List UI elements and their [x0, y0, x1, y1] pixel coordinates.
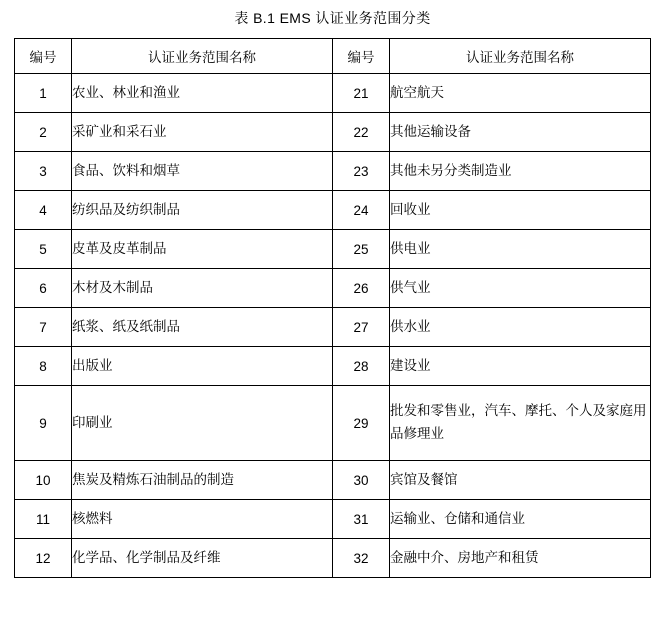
row-right-id: 22 [333, 113, 390, 152]
row-left-id: 6 [15, 269, 72, 308]
row-left-name: 食品、饮料和烟草 [72, 152, 333, 191]
row-right-name: 批发和零售业，汽车、摩托、个人及家庭用品修理业 [390, 386, 651, 461]
row-left-name: 纺织品及纺织制品 [72, 191, 333, 230]
row-left-id: 3 [15, 152, 72, 191]
row-left-id: 12 [15, 539, 72, 578]
row-right-id: 25 [333, 230, 390, 269]
table-row [15, 230, 651, 269]
row-right-id: 28 [333, 347, 390, 386]
row-right-name: 供气业 [390, 269, 651, 308]
row-right-name: 回收业 [390, 191, 651, 230]
row-left-id: 4 [15, 191, 72, 230]
row-right-id: 27 [333, 308, 390, 347]
row-right-name: 金融中介、房地产和租赁 [390, 539, 651, 578]
table-row [15, 152, 651, 191]
header-name-right: 认证业务范围名称 [390, 39, 651, 74]
table-header-row [15, 39, 651, 74]
table-row [15, 269, 651, 308]
row-left-name: 农业、林业和渔业 [72, 74, 333, 113]
row-right-id: 21 [333, 74, 390, 113]
table-caption: 表 B.1 EMS 认证业务范围分类 [234, 10, 431, 26]
table-row [15, 347, 651, 386]
row-left-name: 化学品、化学制品及纤维 [72, 539, 333, 578]
row-right-name: 其他未另分类制造业 [390, 152, 651, 191]
row-left-id: 11 [15, 500, 72, 539]
row-left-id: 1 [15, 74, 72, 113]
row-right-id: 24 [333, 191, 390, 230]
row-right-name: 航空航天 [390, 74, 651, 113]
row-left-name: 纸浆、纸及纸制品 [72, 308, 333, 347]
row-left-id: 9 [15, 386, 72, 461]
table-row [15, 191, 651, 230]
row-left-id: 7 [15, 308, 72, 347]
table-row [15, 500, 651, 539]
row-left-id: 5 [15, 230, 72, 269]
row-right-id: 23 [333, 152, 390, 191]
row-left-name: 出版业 [72, 347, 333, 386]
row-left-name: 木材及木制品 [72, 269, 333, 308]
row-right-id: 26 [333, 269, 390, 308]
table-row [15, 461, 651, 500]
row-left-name: 皮革及皮革制品 [72, 230, 333, 269]
table-row [15, 113, 651, 152]
row-right-name: 供电业 [390, 230, 651, 269]
table-row [15, 308, 651, 347]
row-right-name: 运输业、仓储和通信业 [390, 500, 651, 539]
table-body [15, 39, 651, 578]
classification-table [14, 38, 651, 578]
row-right-id: 30 [333, 461, 390, 500]
row-right-id: 32 [333, 539, 390, 578]
header-id-right: 编号 [333, 39, 390, 74]
table-row [15, 74, 651, 113]
row-left-name: 采矿业和采石业 [72, 113, 333, 152]
row-left-id: 8 [15, 347, 72, 386]
row-left-name: 核燃料 [72, 500, 333, 539]
row-left-id: 10 [15, 461, 72, 500]
header-name-left: 认证业务范围名称 [72, 39, 333, 74]
table-row [15, 539, 651, 578]
header-id-left: 编号 [15, 39, 72, 74]
row-right-name: 供水业 [390, 308, 651, 347]
row-right-id: 29 [333, 386, 390, 461]
table-row [15, 386, 651, 461]
row-right-name: 其他运输设备 [390, 113, 651, 152]
row-left-name: 印刷业 [72, 386, 333, 461]
row-right-name: 建设业 [390, 347, 651, 386]
row-left-id: 2 [15, 113, 72, 152]
row-right-id: 31 [333, 500, 390, 539]
row-right-name: 宾馆及餐馆 [390, 461, 651, 500]
row-left-name: 焦炭及精炼石油制品的制造 [72, 461, 333, 500]
